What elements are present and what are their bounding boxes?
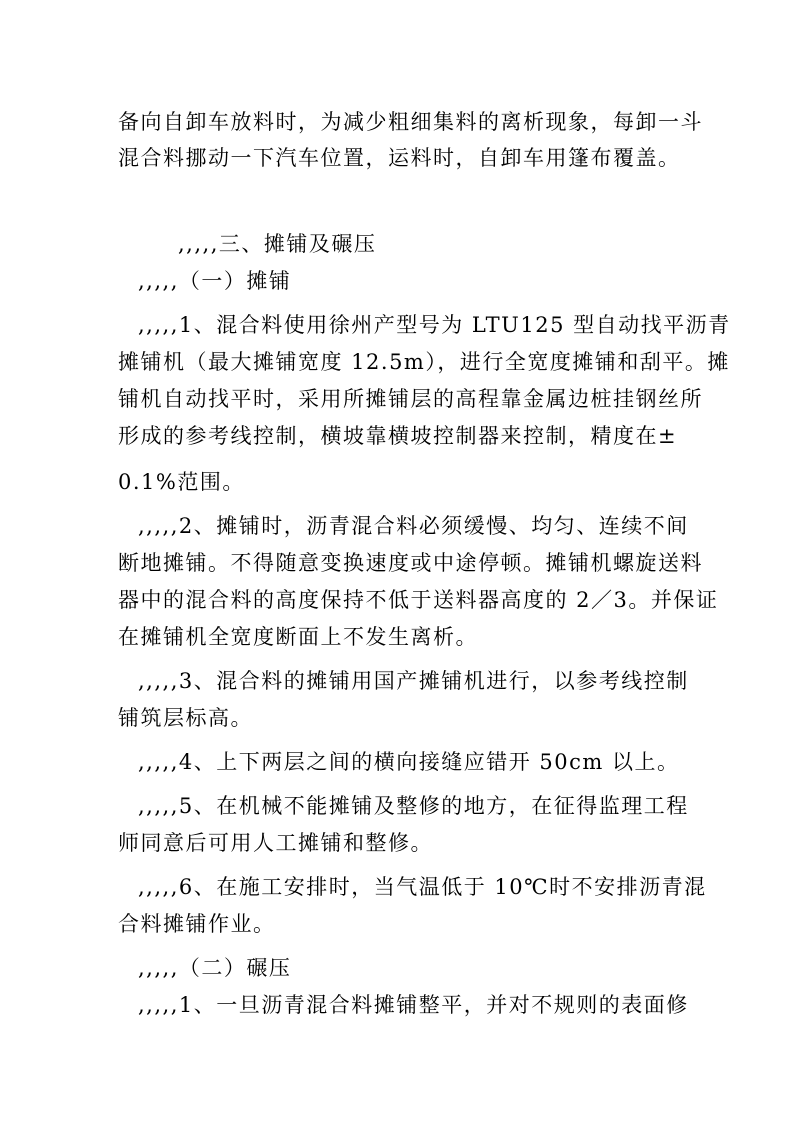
subsection-heading: ,,,,,（一）摊铺	[138, 269, 292, 293]
text-line: 合料摊铺作业。	[118, 912, 276, 936]
subsection-heading: ,,,,,（二）碾压	[138, 956, 292, 980]
text-line: 混合料挪动一下汽车位置，运料时，自卸车用篷布覆盖。	[118, 146, 681, 170]
text-line: ,,,,,5、在机械不能摊铺及整修的地方，在征得监理工程	[138, 794, 689, 818]
text-line: ,,,,,1、混合料使用徐州产型号为 LTU125 型自动找平沥青	[138, 313, 731, 337]
text-line: ,,,,,1、一旦沥青混合料摊铺整平，并对不规则的表面修	[138, 993, 689, 1017]
text-line: 铺机自动找平时，采用所摊铺层的高程靠金属边桩挂钢丝所	[118, 387, 703, 411]
text-line: 师同意后可用人工摊铺和整修。	[118, 831, 433, 855]
text-line: ,,,,,2、摊铺时，沥青混合料必须缓慢、均匀、连续不间	[138, 514, 689, 538]
text-line: 在摊铺机全宽度断面上不发生离析。	[118, 625, 478, 649]
text-line: ,,,,,6、在施工安排时，当气温低于 10℃时不安排沥青混	[138, 875, 707, 899]
text-line: 0.1%范围。	[118, 470, 245, 494]
text-line: 断地摊铺。不得随意变换速度或中途停顿。摊铺机螺旋送料	[118, 551, 703, 575]
text-line: ,,,,,3、混合料的摊铺用国产摊铺机进行，以参考线控制	[138, 669, 689, 693]
text-line: 备向自卸车放料时，为减少粗细集料的离析现象，每卸一斗	[118, 110, 703, 134]
text-line: 形成的参考线控制，横坡靠横坡控制器来控制，精度在±	[118, 424, 678, 448]
text-line: 摊铺机（最大摊铺宽度 12.5m），进行全宽度摊铺和刮平。摊	[118, 350, 730, 374]
text-line: ,,,,,4、上下两层之间的横向接缝应错开 50cm 以上。	[138, 750, 680, 774]
text-line: 器中的混合料的高度保持不低于送料器高度的 2／3。并保证	[118, 588, 719, 612]
text-line: 铺筑层标高。	[118, 706, 253, 730]
section-heading: ,,,,,三、摊铺及碾压	[178, 232, 377, 256]
